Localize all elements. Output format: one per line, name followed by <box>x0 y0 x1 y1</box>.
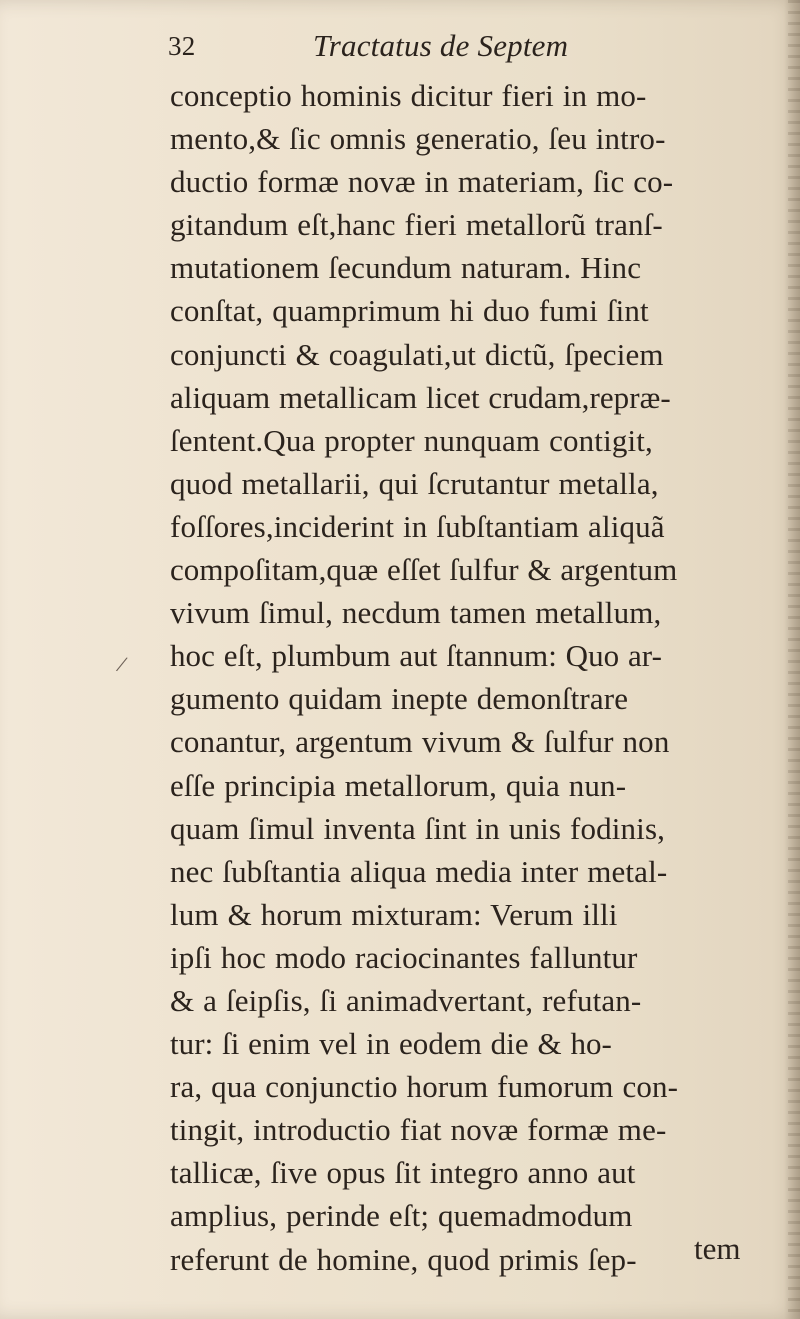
text-line: conſtat, quamprimum hi duo fumi ſint <box>170 293 649 329</box>
text-line: tingit, introductio fiat novæ formæ me- <box>170 1112 667 1148</box>
text-line: compoſitam,quæ eſſet ſulfur & argentum <box>170 552 678 588</box>
text-line: ipſi hoc modo raciocinantes falluntur <box>170 939 638 975</box>
text-line: mutationem ſecundum naturam. Hinc <box>170 250 642 286</box>
text-line: gumento quidam inepte demonſtrare <box>170 681 629 717</box>
text-line: mento,& ſic omnis generatio, ſeu intro- <box>170 121 666 157</box>
text-line: ra, qua conjunctio horum fumorum con- <box>170 1069 679 1105</box>
book-title: Tractatus de Septem <box>313 28 569 63</box>
text-line: quod metallarii, qui ſcrutantur metalla, <box>170 465 659 501</box>
text-line: tur: ſi enim vel in eodem die & ho- <box>170 1026 612 1062</box>
text-line: amplius, perinde eſt; quemadmodum <box>170 1198 633 1234</box>
main-text <box>170 74 762 1281</box>
text-line: quam ſimul inventa ſint in unis fodinis, <box>170 810 666 846</box>
page-number: 32 <box>168 31 196 61</box>
running-head <box>168 20 678 72</box>
page-edge-shadow <box>788 0 800 1319</box>
text-line: tallicæ, ſive opus ſit integro anno aut <box>170 1155 636 1191</box>
text-line: conjuncti & coagulati,ut dictũ, ſpeciem <box>170 336 664 372</box>
text-line: & a ſeipſis, ſi animadvertant, refutan- <box>170 982 642 1018</box>
text-line: aliquam metallicam licet crudam,repræ- <box>170 379 671 415</box>
pencil-mark: / <box>113 651 130 679</box>
text-line: vivum ſimul, necdum tamen metallum, <box>170 595 662 631</box>
text-line: eſſe principia metallorum, quia nun- <box>170 767 627 803</box>
text-line: conceptio hominis dicitur fieri in mo- <box>170 78 647 113</box>
text-line: hoc eſt, plumbum aut ſtannum: Quo ar- <box>170 638 662 674</box>
text-line: referunt de homine, quod primis ſep- <box>170 1241 637 1277</box>
text-line: conantur, argentum vivum & ſulfur non <box>170 724 670 760</box>
text-line: gitandum eſt,hanc fieri metallorũ tranſ- <box>170 207 663 243</box>
text-line: lum & horum mixturam: Verum illi <box>170 896 618 932</box>
text-line: ſentent.Qua propter nunquam contigit, <box>170 422 653 458</box>
catchword: tem <box>694 1231 741 1266</box>
text-line: ductio formæ novæ in materiam, ſic co- <box>170 164 674 200</box>
text-line: foſſores,inciderint in ſubſtantiam aliquã <box>170 508 665 544</box>
text-line: nec ſubſtantia aliqua media inter metal- <box>170 853 668 889</box>
